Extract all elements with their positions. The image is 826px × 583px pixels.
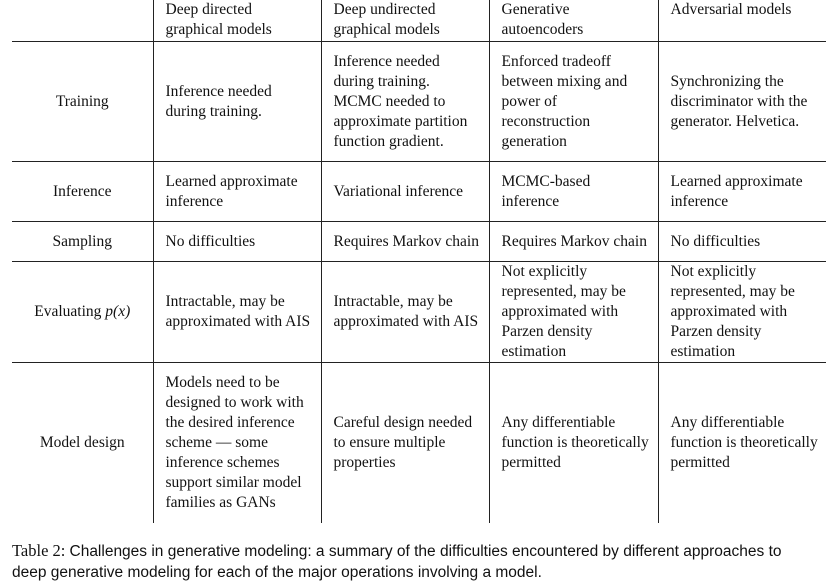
table-row-training (12, 42, 826, 162)
cell-inference-directed: Learned approximate inference (153, 162, 321, 222)
generative-models-comparison-table (12, 0, 826, 523)
header-deep-undirected: Deep undirected graphical models (321, 0, 489, 42)
table-row-sampling (12, 222, 826, 262)
cell-inference-undirected: Variational inference (321, 162, 489, 222)
table-row-evaluating (12, 262, 826, 363)
caption-label: Table 2: (12, 541, 66, 560)
row-label-training: Training (55, 92, 109, 110)
table-row-inference (12, 162, 826, 222)
cell-sampling-directed: No difficulties (153, 222, 321, 262)
row-label-sampling: Sampling (52, 232, 112, 250)
table-header-row (12, 0, 826, 42)
comparison-table-container (12, 0, 826, 523)
cell-design-adversarial: Any differentiable function is theoretically permitted (658, 363, 826, 523)
cell-sampling-autoencoders: Requires Markov chain (489, 222, 658, 262)
row-label-model-design: Model design (39, 433, 125, 451)
cell-evaluating-autoencoders: Not explicitly represented, may be approximated with Parzen density estimation (489, 262, 658, 363)
cell-design-directed: Models need to be designed to work with the desired inference scheme — some inference schemes support similar model families as GANs (153, 363, 321, 523)
table-row-model-design (12, 363, 826, 523)
cell-design-autoencoders: Any differentiable function is theoretically permitted (489, 363, 658, 523)
row-label-evaluating-text: Evaluating (34, 303, 106, 320)
table-caption (12, 541, 817, 583)
header-adversarial-models: Adversarial models (658, 0, 826, 42)
header-corner-cell (12, 0, 153, 42)
cell-evaluating-undirected: Intractable, may be approximated with AIS (321, 262, 489, 363)
row-label-evaluating (12, 262, 153, 363)
cell-training-undirected: Inference needed during training. MCMC needed to approximate partition function gradient. (321, 42, 489, 162)
cell-design-undirected: Careful design needed to ensure multiple properties (321, 363, 489, 523)
cell-evaluating-directed: Intractable, may be approximated with AIS (153, 262, 321, 363)
cell-training-autoencoders: Enforced tradeoff between mixing and power of reconstruction generation (489, 42, 658, 162)
cell-training-directed: Inference needed during training. (153, 42, 321, 162)
cell-sampling-adversarial: No difficulties (658, 222, 826, 262)
header-deep-directed: Deep directed graphical models (153, 0, 321, 42)
row-label-evaluating-math: p(x) (105, 303, 131, 320)
cell-inference-autoencoders: MCMC-based inference (489, 162, 658, 222)
caption-text: Challenges in generative modeling: a summary of the difficulties encountered by different approaches to deep generative modeling for each of the major operations involving a model. (12, 543, 782, 581)
cell-training-adversarial: Synchronizing the discriminator with the generator. Helvetica. (658, 42, 826, 162)
cell-sampling-undirected: Requires Markov chain (321, 222, 489, 262)
header-generative-autoencoders: Generative autoencoders (489, 0, 658, 42)
cell-evaluating-adversarial: Not explicitly represented, may be approximated with Parzen density estimation (658, 262, 826, 363)
row-label-inference: Inference (52, 182, 112, 200)
cell-inference-adversarial: Learned approximate inference (658, 162, 826, 222)
